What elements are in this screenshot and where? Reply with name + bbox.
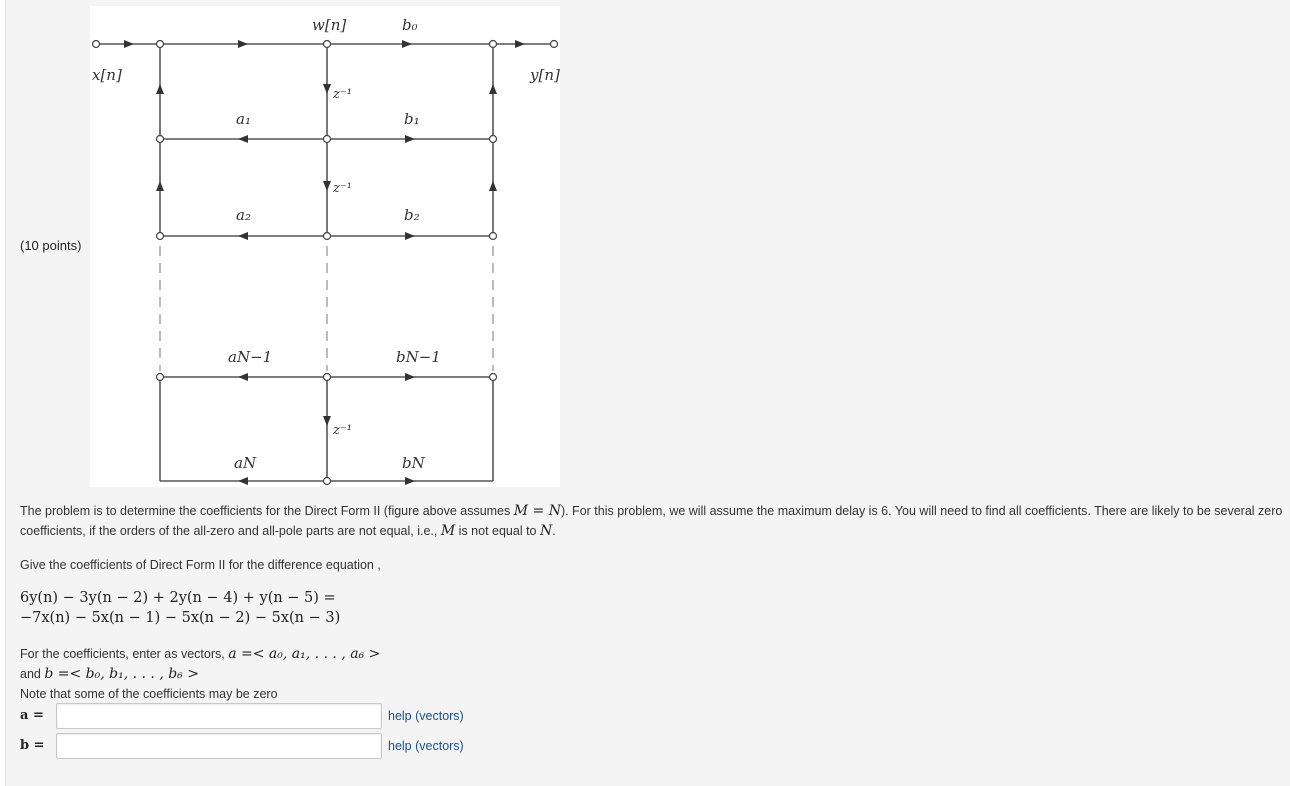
vectors-a-text: For the coefficients, enter as vectors, xyxy=(20,647,229,661)
intro-part4: . xyxy=(552,524,556,538)
label-a1: a₁ xyxy=(236,110,251,128)
label-w: w[n] xyxy=(312,16,347,34)
zero-note: Note that some of the coefficients may be zero xyxy=(20,687,278,701)
question-panel xyxy=(5,0,1290,786)
give-instruction: Give the coefficients of Direct Form II for the difference equation , xyxy=(20,558,381,572)
label-b1: b₁ xyxy=(404,110,420,128)
vectors-b-math: b =< b₀, b₁, . . . , b₆ > xyxy=(44,666,199,682)
points-label: (10 points) xyxy=(20,238,82,253)
answer-a-input[interactable] xyxy=(56,703,382,729)
label-y: y[n] xyxy=(530,66,560,84)
vectors-a-math: a =< a₀, a₁, . . . , a₆ > xyxy=(228,646,381,662)
intro-part2: ). For this problem, we will assume the maximum delay is 6. You will need to find all coefficients. There are likely to be several zero coefficients, if the orders of the all-zero and all-pole parts are not equal, i.e., xyxy=(20,504,1283,538)
label-aN1: aN−1 xyxy=(228,348,273,366)
intro-math-n: N xyxy=(539,523,553,539)
label-bN1: bN−1 xyxy=(396,348,441,366)
intro-part1: The problem is to determine the coefficients for the Direct Form II (figure above assumes xyxy=(20,504,514,518)
answer-a-label: a = xyxy=(20,708,44,723)
direct-form-ii-diagram xyxy=(90,6,560,487)
label-delay-2: z⁻¹ xyxy=(333,181,352,196)
label-delay-1: z⁻¹ xyxy=(333,87,352,102)
label-delay-3: z⁻¹ xyxy=(333,423,352,438)
label-aN: aN xyxy=(234,454,257,472)
vectors-b-text: and xyxy=(20,667,45,681)
vectors-b-instruction xyxy=(20,664,199,684)
intro-math-m-eq-n: M = N xyxy=(513,503,561,519)
help-vectors-a-link[interactable]: help (vectors) xyxy=(388,709,464,723)
label-a2: a₂ xyxy=(236,206,251,224)
vectors-a-instruction xyxy=(20,644,380,664)
difference-equation-line1: 6y(n) − 3y(n − 2) + 2y(n − 4) + y(n − 5) = xyxy=(20,590,336,606)
label-bN: bN xyxy=(402,454,425,472)
help-vectors-b-link[interactable]: help (vectors) xyxy=(388,739,464,753)
intro-math-m: M xyxy=(440,523,456,539)
problem-intro xyxy=(20,501,1288,541)
label-b2: b₂ xyxy=(404,206,420,224)
label-x: x[n] xyxy=(92,66,122,84)
intro-part3: is not equal to xyxy=(455,524,540,538)
answer-b-input[interactable] xyxy=(56,733,382,759)
label-b0: b₀ xyxy=(402,16,418,34)
difference-equation-line2: −7x(n) − 5x(n − 1) − 5x(n − 2) − 5x(n − 3) xyxy=(20,610,341,626)
answer-b-label: b = xyxy=(20,738,45,753)
